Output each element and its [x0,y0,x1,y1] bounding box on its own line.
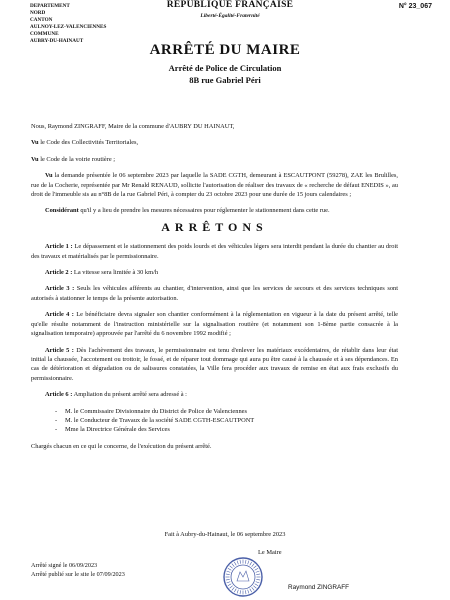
vu-label: Vu [45,172,53,180]
signature-place-date: Fait à Aubry-du-Hainaut, le 06 septembre 2023 [164,531,286,538]
closing-paragraph: Chargés chacun en ce qui le concerne, de l'exécution du présent arrêté. [31,442,212,450]
seal-tick [226,574,230,575]
signed-date-note: Arrêté signé le 06/09/2023 [31,562,98,569]
list-item: - Mme la Directrice Générale des Services [55,425,398,434]
article-text: La vitesse sera limitée à 30 km/h [72,269,159,277]
article-label: Article 3 : [45,285,75,293]
article-label: Article 2 : [45,269,73,277]
vu-label: Vu [31,155,39,163]
mayor-label: Le Maire [258,549,282,556]
seal-tick [248,590,249,594]
republic-title: RÉPUBLIQUE FRANÇAISE [166,0,294,10]
subtitle-line-1: Arrêté de Police de Circulation [168,63,282,73]
article-2 [31,268,398,277]
considerant-text: qu'il y a lieu de prendre les mesures nécessaires pour réglementer le stationnement dans cette rue. [78,207,330,215]
list-item: - M. le Conducteur de Travaux de la société SADE CGTH-ESCAUTPONT [55,416,398,425]
vu-text: le Code de la voirie routière ; [38,155,116,163]
seal-tick [234,562,236,565]
article-5 [31,346,398,384]
vu-paragraph-3 [31,171,398,199]
article-text: Ampliation du présent arrêté sera adressé à : [72,391,187,399]
seal-tick [234,589,236,592]
intro-paragraph: Nous, Raymond ZINGRAFF, Maire de la commune d'AUBRY DU HAINAUT, [31,123,235,130]
article-label: Article 4 : [45,311,74,319]
distribution-list [31,407,398,435]
municipal-seal-icon [222,556,264,598]
considerant-paragraph [31,206,398,215]
seal-tick [232,587,235,590]
article-label: Article 1 : [45,243,73,251]
seal-tick [256,571,260,572]
seal-tick [228,584,231,586]
article-1 [31,242,398,261]
seal-tick [237,561,238,565]
seal-tick [240,590,241,594]
arretons-heading: ARRÊTONS [161,219,268,234]
vu-label: Vu [31,139,39,147]
seal-tick [256,582,260,583]
article-label: Article 6 : [45,391,73,399]
signatory-name: Raymond ZINGRAFF [288,584,350,591]
document-title: ARRÊTÉ DU MAIRE [149,42,301,58]
seal-tick [230,586,233,589]
subtitle-line-2: 8B rue Gabriel Péri [189,75,261,85]
vu-text: la demande présentée le 06 septembre 2023 par laquelle la SADE CGTH, demeurant à ESCAUTPONT (59278), ZAE les Brulilles, rue de la Cocherie, représentée par Mr Renald RENAUD, sollicite l'autorisation de réaliser des travaux de « recherche de défaut ENEDIS », au droit de l'immeuble sis au n°8B de la rue Gabriel Péri, à compter du 23 octobre 2023 pour une durée de 15 jours calendaires ; [31,172,398,199]
list-item: - M. le Commissaire Divisionnaire du District de Police de Valenciennes [55,407,398,416]
seal-tick [245,590,246,594]
header-line-nord: NORD [30,10,46,16]
article-text: Seuls les véhicules afférents au chantier, d'intervention, ainsi que les services de secours et des services techniques sont autorisés à stationner le temps de la présente autorisation. [31,285,398,302]
article-4 [31,310,398,338]
seal-tick [245,560,246,564]
header-line-commune: COMMUNE [30,31,59,37]
document-body [31,122,398,458]
seal-tick [227,571,231,572]
seal-tick [228,568,231,570]
seal-tick [256,579,260,580]
article-text: Le bénéficiaire devra signaler son chantier conformément à la réglementation en vigueur à la date du présent arrêté, telle qu'elle résulte notamment de l'instruction ministérielle sur la signalisation routière (et notamment son 1-8ème partie consacrée à la signalisation temporaire) approuvée par l'arrêté du 6 novembre 1992 modifié ; [31,311,398,338]
seal-tick [237,590,238,594]
publication-notes [31,562,125,579]
seal-tick [252,564,255,567]
seal-tick [250,589,252,592]
vu-paragraph-2 [31,155,398,164]
seal-tick [253,586,256,589]
article-6 [31,390,398,399]
seal-tick [240,560,241,564]
article-text: Le dépassement et le stationnement des poids lourds et des véhicules légers sera interdit pendant la durée du chantier au droit des travaux et matérialisés par le permissionnaire. [31,243,398,260]
considerant-label: Considérant [45,207,79,215]
seal-tick [255,568,258,570]
document-subtitle [0,62,450,86]
seal-tick [252,587,255,590]
article-label: Article 5 : [45,346,74,354]
seal-tick [232,564,235,567]
decree-reference: N° 23_067 [398,3,432,10]
article-3 [31,284,398,303]
header-line-canton: CANTON [30,17,53,23]
header-line-aulnoy: AULNOY-LEZ-VALENCIENNES [30,24,107,30]
seal-tick [248,561,249,565]
published-date-note: Arrêté publié sur le site le 07/09/2023 [31,570,125,578]
seal-tick [250,562,252,565]
header-line-department: DEPARTEMENT [30,3,70,9]
vu-text: le Code des Collectivités Territoriales, [38,139,139,147]
vu-paragraph-1 [31,138,398,147]
seal-tick [227,582,231,583]
seal-tick [256,574,260,575]
seal-tick [253,566,256,569]
republic-motto: Liberté-Égalité-Fraternité [200,13,260,19]
seal-tick [230,566,233,569]
article-text: Dès l'achèvement des travaux, le permissionnaire est tenu d'enlever les matériaux excédentaires, de rétablir dans leur état initial la chaussée, l'accotement ou trottoir, le fossé, et de réparer tout dommage qui aura pu être causé à la chaussée et à ses dépendances. En cas de détérioration et dégradation ou de salissures constatées, la Ville fera procéder aux travaux de remise en état aux frais exclusifs du permissionnaire. [31,346,398,382]
header-line-aubry: AUBRY-DU-HAINAUT [30,38,84,44]
seal-tick [226,579,230,580]
seal-tick [255,584,258,586]
prefecture-header [30,3,150,45]
republic-header [160,0,300,19]
